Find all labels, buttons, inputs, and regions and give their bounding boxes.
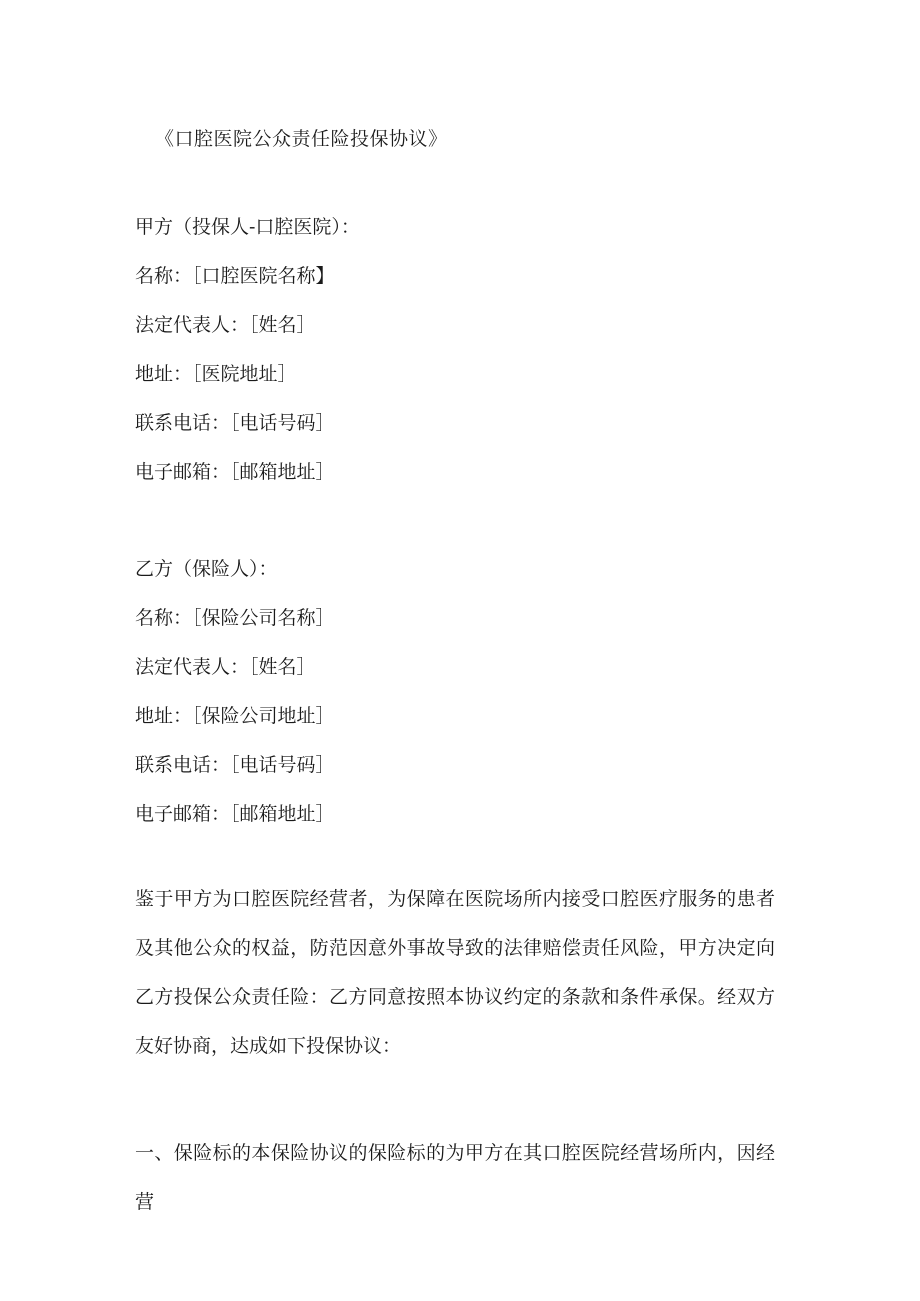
field-value: ［电话号码］ [230,412,335,434]
party-b-heading: 乙方（保险人）： [135,558,278,580]
party-a-representative-row [135,301,775,350]
field-value: ［姓名］ [249,656,316,678]
clause-1-paragraph: 一、保险标的本保险协议的保险标的为甲方在其口腔医院经营场所内，因经营 [135,1142,775,1213]
document-title: 《口腔医院公众责任险投保协议》 [155,128,448,150]
field-label: 电子邮箱： [135,803,231,825]
field-label: 联系电话： [135,412,231,434]
party-b-phone-row [135,741,775,790]
field-value: ［邮箱地址］ [230,461,335,483]
party-a-email-row [135,448,775,497]
field-value: ［电话号码］ [230,754,335,776]
party-b-email-row [135,790,775,839]
field-label: 法定代表人： [135,314,250,336]
party-a-name-row [135,252,775,301]
party-a-phone-row [135,399,775,448]
field-value: ［邮箱地址］ [230,803,335,825]
intro-paragraph: 鉴于甲方为口腔医院经营者，为保障在医院场所内接受口腔医疗服务的患者及其他公众的权益，防范因意外事故导致的法律赔偿责任风险，甲方决定向乙方投保公众责任险：乙方同意按照本协议约定的条款和条件承保。经双方友好协商，达成如下投保协议： [135,888,775,1057]
party-a-heading: 甲方（投保人-口腔医院）： [135,216,360,238]
field-label: 法定代表人： [135,656,250,678]
party-b-section [135,545,775,839]
party-b-address-row [135,692,775,741]
field-value: ［姓名］ [249,314,316,336]
field-label: 名称： [135,265,193,287]
field-value: ［保险公司名称］ [192,607,335,629]
party-a-address-row [135,350,775,399]
field-label: 名称： [135,607,193,629]
field-value: ［医院地址］ [192,363,297,385]
field-label: 电子邮箱： [135,461,231,483]
field-value: ［保险公司地址］ [192,705,335,727]
field-label: 地址： [135,705,193,727]
field-label: 地址： [135,363,193,385]
party-b-representative-row [135,643,775,692]
field-value: ［口腔医院名称】 [192,265,335,287]
field-label: 联系电话： [135,754,231,776]
party-a-section [135,203,775,497]
party-b-name-row [135,594,775,643]
